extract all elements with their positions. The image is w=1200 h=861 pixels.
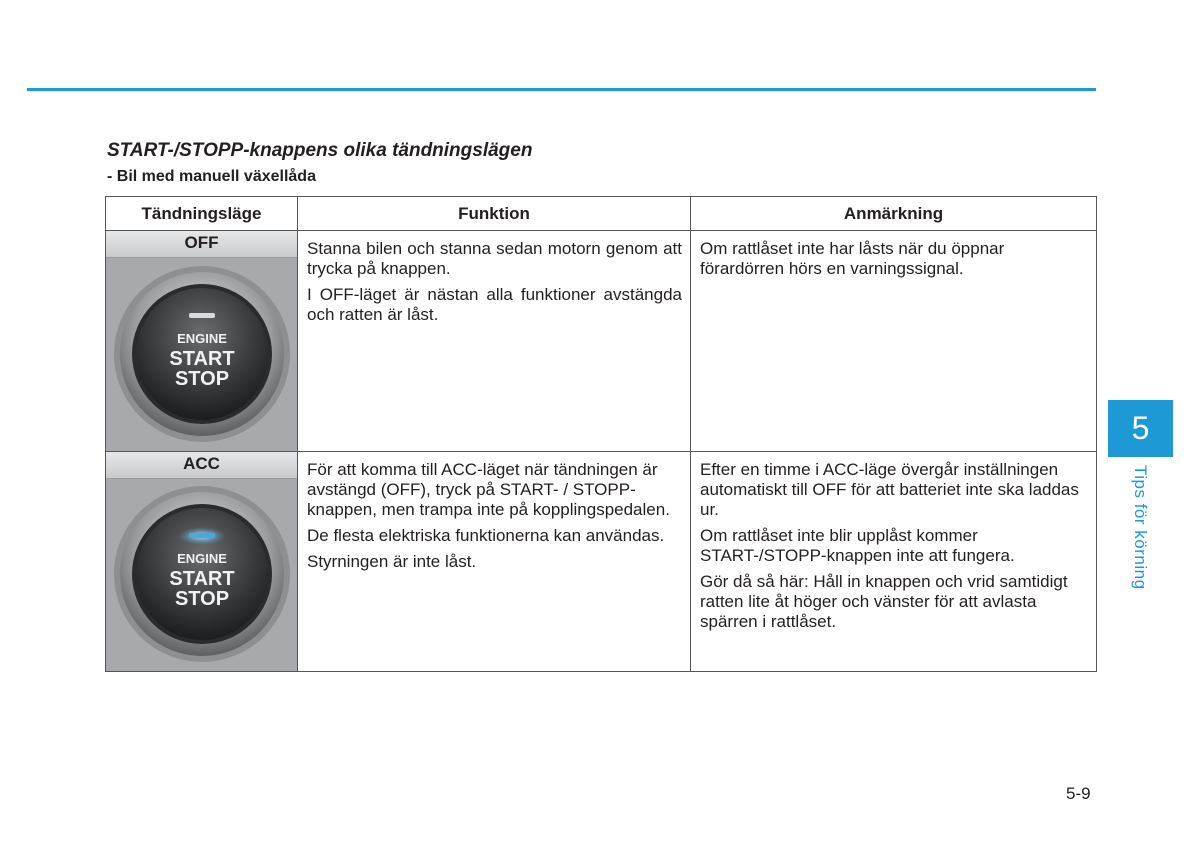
remark-cell-off [691, 231, 1097, 452]
engine-button-off-icon [111, 263, 293, 445]
remark-text: Efter en timme i ACC-läge övergår inställningen automatiskt till OFF för att batteriet inte ska laddas ur. [700, 460, 1079, 519]
svg-text:START: START [168, 568, 235, 590]
column-header-function: Funktion [298, 197, 691, 231]
table-row [106, 452, 1097, 672]
mode-label: OFF [106, 231, 297, 258]
function-text: De flesta elektriska funktionerna kan användas. [307, 526, 665, 545]
function-text: I OFF-läget är nästan alla funktioner avstängda och ratten är låst. [307, 285, 682, 324]
section-subheading: - Bil med manuell växellåda [107, 168, 316, 185]
button-text [169, 331, 234, 390]
chapter-number-tab: 5 [1108, 400, 1173, 457]
mode-label: ACC [106, 452, 297, 479]
mode-cell-off [106, 231, 298, 452]
function-cell-off [298, 231, 691, 452]
header-rule [27, 88, 1096, 91]
chapter-title: Tips för körning [1131, 465, 1150, 590]
remark-text: Om rattlåset inte blir upplåst kommer START-/STOPP-knappen inte att fungera. [700, 526, 1015, 565]
engine-start-stop-button-illustration [106, 479, 297, 669]
ignition-modes-table [105, 196, 1097, 672]
remark-cell-acc [691, 452, 1097, 672]
page-number: 5-9 [1066, 784, 1091, 803]
svg-text:START: START [168, 347, 235, 370]
engine-start-stop-button-illustration [106, 258, 297, 449]
column-header-mode: Tändningsläge [106, 197, 298, 231]
function-cell-acc [298, 452, 691, 672]
column-header-remark: Anmärkning [691, 197, 1097, 231]
remark-text: Om rattlåset inte har låsts när du öppnar förardörren hörs en varningssignal. [700, 239, 1005, 278]
mode-cell-acc [106, 452, 298, 672]
function-text: För att komma till ACC-läget när tändningen är avstängd (OFF), tryck på START- / STOPP-knappen, men trampa inte på kopplingspedalen. [307, 460, 670, 519]
svg-text:STOP: STOP [174, 367, 229, 390]
svg-text:ENGINE: ENGINE [176, 551, 227, 566]
function-text: Stanna bilen och stanna sedan motorn genom att trycka på knappen. [307, 239, 682, 278]
table-row [106, 231, 1097, 452]
section-heading: START-/STOPP-knappens olika tändningslägen [107, 140, 533, 161]
svg-text:STOP: STOP [174, 588, 229, 610]
button-text [169, 551, 234, 610]
table-header-row [106, 197, 1097, 231]
engine-button-acc-icon [111, 483, 293, 665]
function-text: Styrningen är inte låst. [307, 552, 477, 571]
remark-text: Gör då så här: Håll in knappen och vrid samtidigt ratten lite åt höger och vänster för att avlasta spärren i rattlåset. [700, 572, 1068, 631]
svg-text:ENGINE: ENGINE [176, 330, 227, 346]
